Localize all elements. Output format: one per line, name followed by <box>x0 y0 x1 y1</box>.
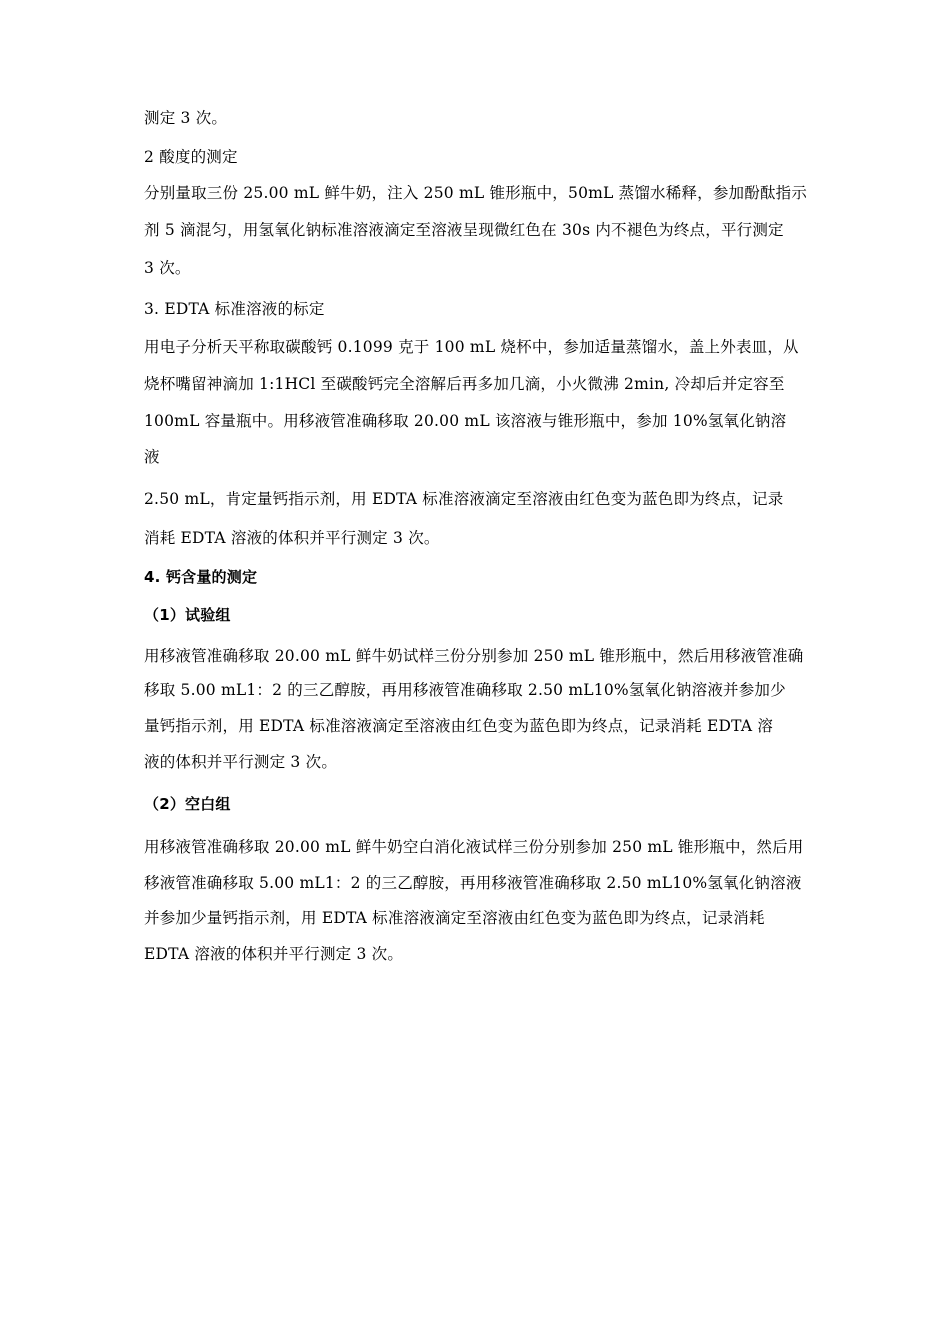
text-line: 测定 3 次。 <box>144 109 228 127</box>
section-heading-acidity: 2 酸度的测定 <box>144 148 238 166</box>
text-line: 消耗 EDTA 溶液的体积并平行测定 3 次。 <box>144 529 440 547</box>
section-heading-edta: 3. EDTA 标准溶液的标定 <box>144 300 325 318</box>
text-line: 100mL 容量瓶中。用移液管准确移取 20.00 mL 该溶液与锥形瓶中，参加 10%氢氧化钠溶 <box>144 412 787 430</box>
text-line: 量钙指示剂，用 EDTA 标准溶液滴定至溶液由红色变为蓝色即为终点，记录消耗 EDTA 溶 <box>144 717 774 735</box>
subheading-blank-group: （2）空白组 <box>144 795 231 813</box>
text-line: 移液管准确移取 5.00 mL1：2 的三乙醇胺，再用移液管准确移取 2.50 mL10%氢氧化钠溶液 <box>144 874 802 892</box>
text-line: 用移液管准确移取 20.00 mL 鲜牛奶空白消化液试样三份分别参加 250 mL 锥形瓶中，然后用 <box>144 838 804 856</box>
text-line: 分别量取三份 25.00 mL 鲜牛奶，注入 250 mL 锥形瓶中，50mL 蒸馏水稀释，参加酚酞指示 <box>144 184 808 202</box>
text-line: 并参加少量钙指示剂，用 EDTA 标准溶液滴定至溶液由红色变为蓝色即为终点，记录消耗 <box>144 909 765 927</box>
section-heading-calcium: 4. 钙含量的测定 <box>144 568 258 586</box>
subheading-test-group: （1）试验组 <box>144 606 231 624</box>
text-line: 2.50 mL，肯定量钙指示剂，用 EDTA 标准溶液滴定至溶液由红色变为蓝色即为终点，记录 <box>144 490 784 508</box>
text-line: 烧杯嘴留神滴加 1:1HCl 至碳酸钙完全溶解后再多加几滴，小火微沸 2min, 冷却后并定容至 <box>144 375 785 393</box>
text-line: 3 次。 <box>144 259 191 277</box>
text-line: 剂 5 滴混匀，用氢氧化钠标准溶液滴定至溶液呈现微红色在 30s 内不褪色为终点，平行测定 <box>144 221 784 239</box>
text-line: EDTA 溶液的体积并平行测定 3 次。 <box>144 945 404 963</box>
text-line: 用移液管准确移取 20.00 mL 鲜牛奶试样三份分别参加 250 mL 锥形瓶中，然后用移液管准确 <box>144 647 804 665</box>
text-line: 液 <box>144 448 160 466</box>
text-line: 移取 5.00 mL1：2 的三乙醇胺，再用移液管准确移取 2.50 mL10%氢氧化钠溶液并参加少 <box>144 681 786 699</box>
text-line: 液的体积并平行测定 3 次。 <box>144 753 338 771</box>
text-line: 用电子分析天平称取碳酸钙 0.1099 克于 100 mL 烧杯中，参加适量蒸馏水，盖上外表皿，从 <box>144 338 799 356</box>
